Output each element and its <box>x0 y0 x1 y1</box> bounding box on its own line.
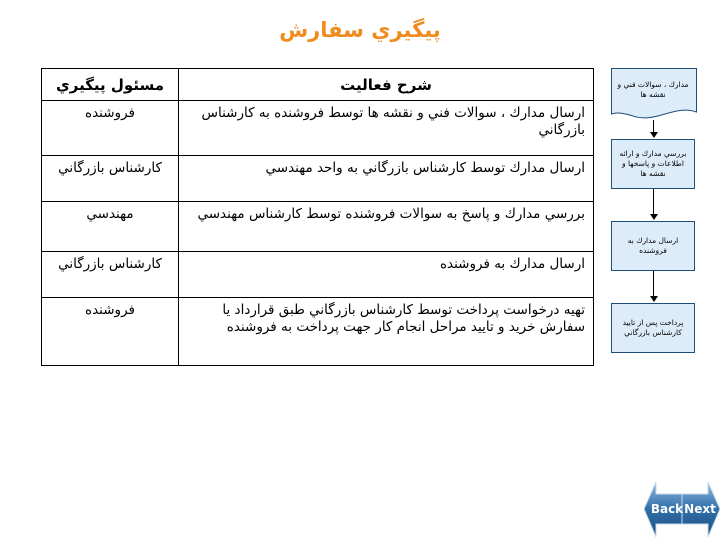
responsible-cell: مهندسي <box>42 202 179 252</box>
arrow-down-icon <box>650 214 658 220</box>
header-activity: شرح فعاليت <box>179 69 594 101</box>
activity-cell: تهيه درخواست پرداخت توسط كارشناس بازرگاني طبق قرارداد يا سفارش خريد و تاييد مراحل انجام كار جهت پرداخت به فروشنده <box>179 298 594 366</box>
header-responsible: مسئول پيگيري <box>42 69 179 101</box>
responsible-cell: فروشنده <box>42 101 179 156</box>
flow-step-3: ارسال مدارك به فروشنده <box>611 221 695 271</box>
responsible-cell: فروشنده <box>42 298 179 366</box>
page-title: پيگيري سفارش <box>279 18 441 42</box>
next-button[interactable]: Next <box>684 502 716 516</box>
activity-cell: ارسال مدارك توسط كارشناس بازرگاني به واحد مهندسي <box>179 156 594 202</box>
table-row <box>42 101 594 156</box>
arrow-down-icon <box>650 132 658 138</box>
connector-line <box>653 189 654 215</box>
flow-step-2: بررسي مدارك و ارائه اطلاعات و پاسخها و نقشه ها <box>611 139 695 189</box>
table-row <box>42 298 594 366</box>
responsible-cell: كارشناس بازرگاني <box>42 156 179 202</box>
table-row <box>42 202 594 252</box>
table-header-row <box>42 69 594 101</box>
flow-step-4: پرداخت پس از تاييد كارشناس بازرگاني <box>611 303 695 353</box>
activity-table <box>41 68 594 366</box>
table-row <box>42 156 594 202</box>
responsible-cell: كارشناس بازرگاني <box>42 252 179 298</box>
flowchart <box>611 68 697 368</box>
flow-step-1: مدارك ، سوالات فني و نقشه ها <box>617 80 689 99</box>
activity-cell: ارسال مدارك به فروشنده <box>179 252 594 298</box>
navigation-buttons <box>644 480 720 540</box>
arrow-down-icon <box>650 296 658 302</box>
connector-line <box>653 271 654 297</box>
activity-cell: ارسال مدارك ، سوالات فني و نقشه ها توسط فروشنده به كارشناس بازرگاني <box>179 101 594 156</box>
back-button[interactable]: Back <box>650 502 684 516</box>
activity-cell: بررسي مدارك و پاسخ به سوالات فروشنده توسط كارشناس مهندسي <box>179 202 594 252</box>
table-row <box>42 252 594 298</box>
